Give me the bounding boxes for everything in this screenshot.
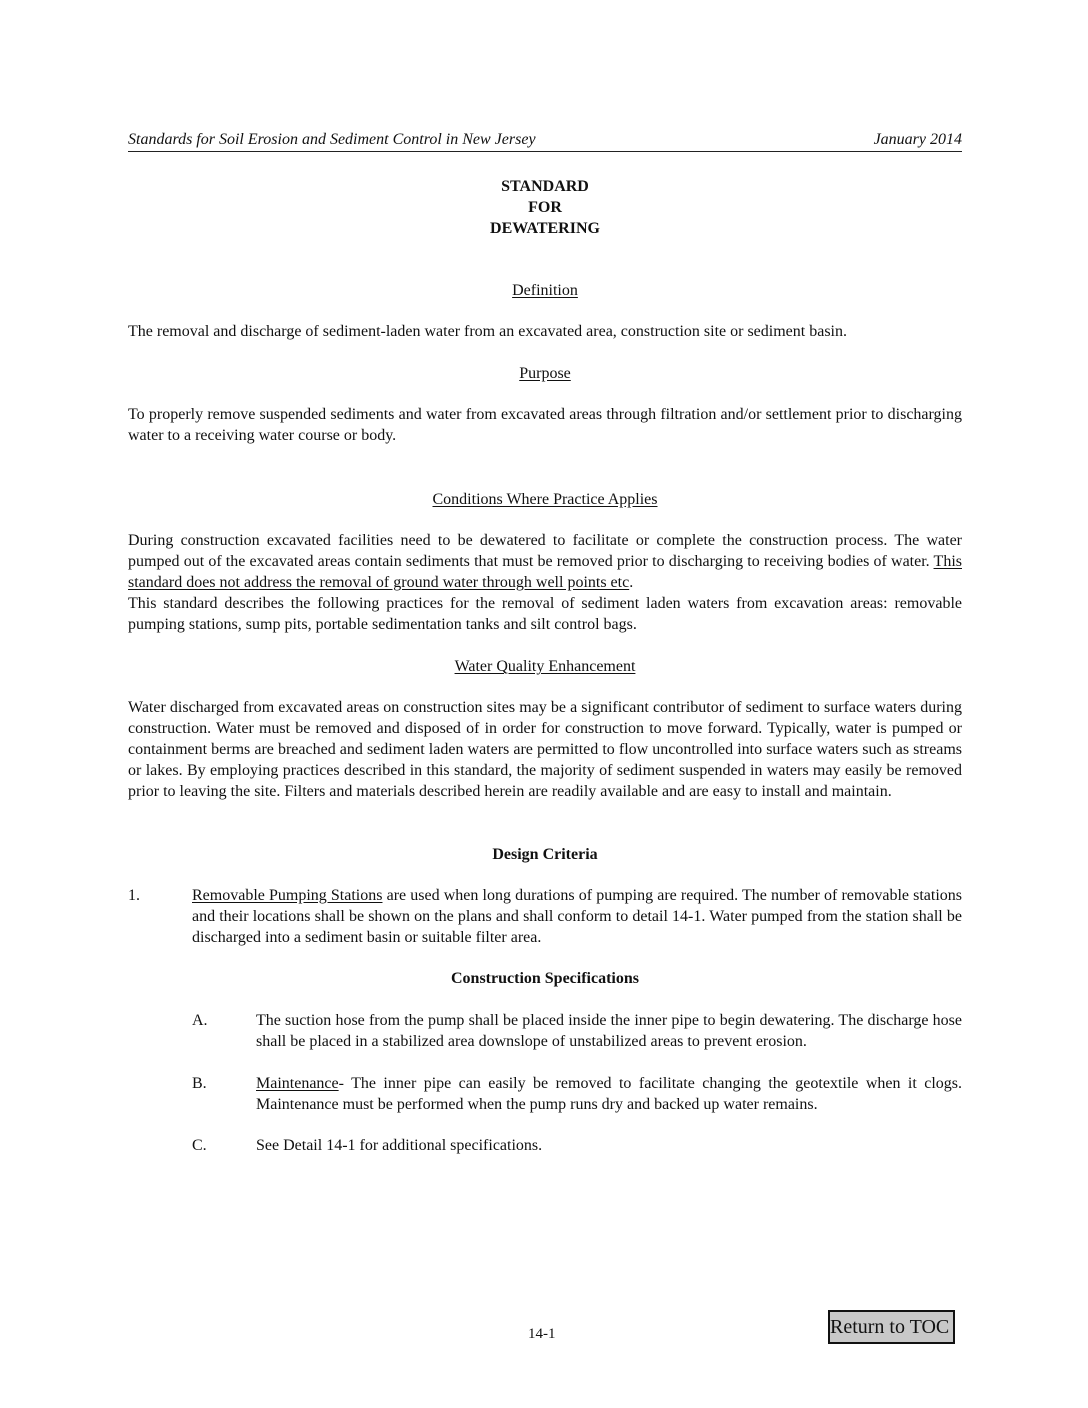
- spec-c-label: C.: [192, 1137, 207, 1154]
- conditions-paragraph: [128, 530, 962, 593]
- spec-item-c: [192, 1135, 962, 1156]
- spec-a-text: The suction hose from the pump shall be placed inside the inner pipe to begin dewatering. The discharge hose shall be placed in a stabilized area downslope of unstabilized areas to prevent erosion.: [256, 1012, 962, 1050]
- conditions-text-1: During construction excavated facilities need to be dewatered to facilitate or complete the construction process. The water pumped out of the excavated areas contain sediments that must be removed prior to discharging to receiving bodies of water.: [128, 532, 962, 570]
- page-number: 14-1: [528, 1326, 556, 1342]
- purpose-heading-text: Purpose: [519, 365, 571, 382]
- item-text: [192, 885, 962, 948]
- title-line-3: DEWATERING: [490, 220, 600, 237]
- definition-text: The removal and discharge of sediment-laden water from an excavated area, construction site or sediment basin.: [128, 323, 847, 340]
- spec-c-text: See Detail 14-1 for additional specifications.: [256, 1137, 543, 1154]
- spec-item-b: [192, 1073, 962, 1115]
- conditions-underlined-note: This standard does not address the removal of ground water through well points etc: [128, 553, 962, 591]
- conditions-heading-text: Conditions Where Practice Applies: [432, 491, 658, 508]
- spec-b-underlined: Maintenance: [256, 1075, 339, 1092]
- construction-specs-heading: Construction Specifications: [451, 970, 639, 987]
- item-underlined: Removable Pumping Stations: [192, 887, 383, 904]
- conditions-heading: [128, 489, 962, 510]
- conditions-text-2: This standard describes the following practices for the removal of sediment laden waters from excavation areas: removable pumping stations, sump pits, portable sedimentation tanks and silt control bags.: [128, 595, 962, 633]
- purpose-heading: [128, 363, 962, 384]
- conditions-period: .: [629, 574, 634, 591]
- running-header: [128, 129, 962, 152]
- item-number: 1.: [128, 887, 140, 904]
- spec-a-label: A.: [192, 1012, 208, 1029]
- header-title: Standards for Soil Erosion and Sediment Control in New Jersey: [128, 131, 536, 148]
- definition-heading: [128, 280, 962, 301]
- design-criteria-item-1: [128, 885, 962, 948]
- spec-item-a: [192, 1010, 962, 1052]
- page-title: [128, 176, 962, 239]
- title-line-1: STANDARD: [501, 178, 589, 195]
- item-body: are used when long durations of pumping are required. The number of removable stations and their locations shall be shown on the plans and shall conform to detail 14-1. Water pumped from the station shall be discharged into a sediment basin or suitable filter area.: [192, 887, 963, 946]
- title-line-2: FOR: [528, 199, 562, 216]
- water-quality-text: Water discharged from excavated areas on construction sites may be a significant contributor of sediment to surface waters during construction. Water must be removed and disposed of in order for construction to move forward. Typically, water is pumped or containment berms are breached and sediment laden waters are permitted to flow uncontrolled into surface waters such as streams or lakes. By employing practices described in this standard, the majority of sediment suspended in waters may easily be removed prior to leaving the site. Filters and materials described herein are readily available and are easy to install and maintain.: [128, 699, 962, 800]
- header-date: January 2014: [873, 131, 962, 148]
- spec-b-body: - The inner pipe can easily be removed to facilitate changing the geotextile when it clogs. Maintenance must be performed when the pump runs dry and backed up water remains.: [256, 1075, 962, 1113]
- design-criteria-heading: Design Criteria: [492, 846, 598, 863]
- water-quality-heading: [128, 656, 962, 677]
- definition-heading-text: Definition: [512, 282, 578, 299]
- spec-b-text: [256, 1073, 962, 1115]
- water-quality-heading-text: Water Quality Enhancement: [454, 658, 636, 675]
- return-to-toc-button[interactable]: Return to TOC: [828, 1310, 955, 1344]
- purpose-text: To properly remove suspended sediments and water from excavated areas through filtration and/or settlement prior to discharging water to a receiving water course or body.: [128, 406, 962, 444]
- spec-b-label: B.: [192, 1075, 207, 1092]
